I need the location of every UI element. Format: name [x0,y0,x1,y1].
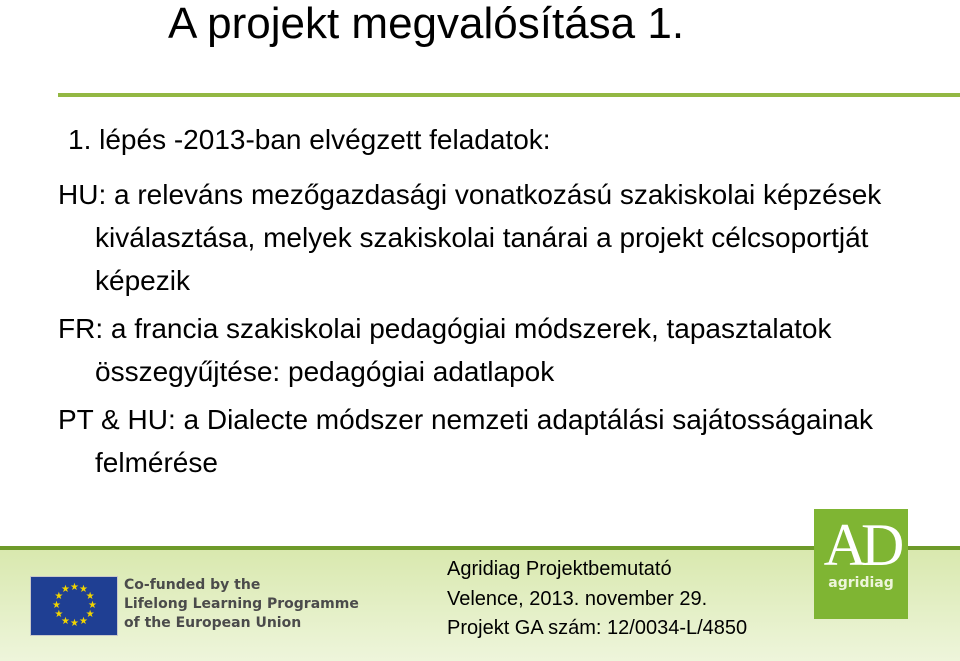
eu-flag-icon [30,576,118,636]
content-item-hu: HU: a releváns mezőgazdasági vonatkozású szakiskolai képzések kiválasztása, melyek szakiskolai tanárai a projekt célcsoportját képezik [58,179,882,296]
slide-title: A projekt megvalósítása 1. [168,0,685,48]
cofunded-line: of the European Union [124,615,302,631]
eu-star-icon: ★ [88,600,97,611]
eu-star-icon: ★ [70,618,79,629]
content-item-pt-hu: PT & HU: a Dialecte módszer nemzeti adaptálási sajátosságainak felmérése [58,404,873,478]
eu-star-icon: ★ [61,615,70,627]
title-divider [58,93,960,97]
eu-star-icon: ★ [52,600,61,611]
agridiag-logo-name: agridiag [828,575,894,591]
eu-star-icon: ★ [85,609,95,620]
content-item-fr: FR: a francia szakiskolai pedagógiai módszerek, tapasztalatok összegyűjtése: pedagógiai adatlapok [58,313,832,387]
eu-star-icon: ★ [79,584,88,596]
cofunded-notice [124,576,359,633]
project-ga-number: Projekt GA szám: 12/0034-L/4850 [447,617,748,639]
project-name: Agridiag Projektbemutató [447,558,672,580]
eu-star-icon: ★ [61,584,70,596]
project-info [447,555,747,644]
eu-star-icon: ★ [85,591,95,602]
eu-star-icon: ★ [54,591,64,602]
eu-star-icon: ★ [54,609,64,620]
step-heading: 1. lépés -2013-ban elvégzett feladatok: [68,124,551,155]
project-place-date: Velence, 2013. november 29. [447,587,708,610]
eu-star-icon: ★ [79,615,88,627]
cofunded-line: Lifelong Learning Programme [124,596,359,612]
cofunded-line: Co-funded by the [124,577,261,593]
agridiag-logo-mark: AD [823,512,899,578]
agridiag-logo [814,509,908,619]
slide-content [58,118,938,489]
eu-star-icon: ★ [70,582,79,593]
